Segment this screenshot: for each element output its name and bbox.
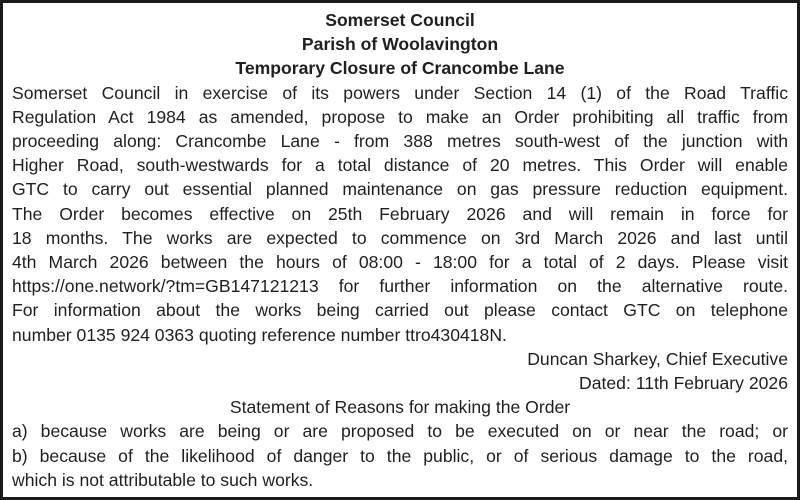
body-line: Somerset Council in exercise of its powers under Section 14 (1) of the Road Traffic bbox=[12, 82, 788, 103]
body-line: GTC to carry out essential planned maintenance on gas pressure reduction equipment. bbox=[12, 179, 788, 200]
body-line: The Order becomes effective on 25th February 2026 and will remain in force for bbox=[12, 203, 788, 224]
reason-line: a) because works are being or are proposed to be executed on or near the road; or bbox=[12, 421, 788, 442]
statement-reasons bbox=[12, 419, 788, 492]
statement-heading: Statement of Reasons for making the Order bbox=[229, 397, 571, 418]
signature-line: Duncan Sharkey, Chief Executive bbox=[527, 348, 788, 369]
body-line: 18 months. The works are expected to commence on 3rd March 2026 and last until bbox=[12, 227, 788, 248]
body-line: Higher Road, south-westwards for a total distance of 20 metres. This Order will enable bbox=[12, 155, 788, 176]
body-line: https://one.network/?tm=GB147121213 for further information on the alternative route. bbox=[12, 276, 788, 297]
reason-line: b) because of the likelihood of danger to the public, or of serious damage to the road, bbox=[12, 445, 788, 466]
body-line: For information about the works being carried out please contact GTC on telephone bbox=[12, 300, 788, 321]
notice-parish: Parish of Woolavington bbox=[301, 34, 499, 55]
notice-body bbox=[12, 81, 788, 347]
dated-line: Dated: 11th February 2026 bbox=[579, 373, 788, 394]
body-line: 4th March 2026 between the hours of 08:00 - 18:00 for a total of 2 days. Please visit bbox=[12, 252, 788, 273]
body-line: proceeding along: Crancombe Lane - from 388 metres south-west of the junction with bbox=[12, 131, 788, 152]
notice-subject: Temporary Closure of Crancombe Lane bbox=[235, 58, 565, 79]
body-line: Regulation Act 1984 as amended, propose to make an Order prohibiting all traffic from bbox=[12, 106, 788, 127]
reason-line: which is not attributable to such works. bbox=[12, 469, 314, 490]
body-line: number 0135 924 0363 quoting reference number ttro430418N. bbox=[12, 324, 507, 345]
notice-authority: Somerset Council bbox=[325, 10, 475, 30]
